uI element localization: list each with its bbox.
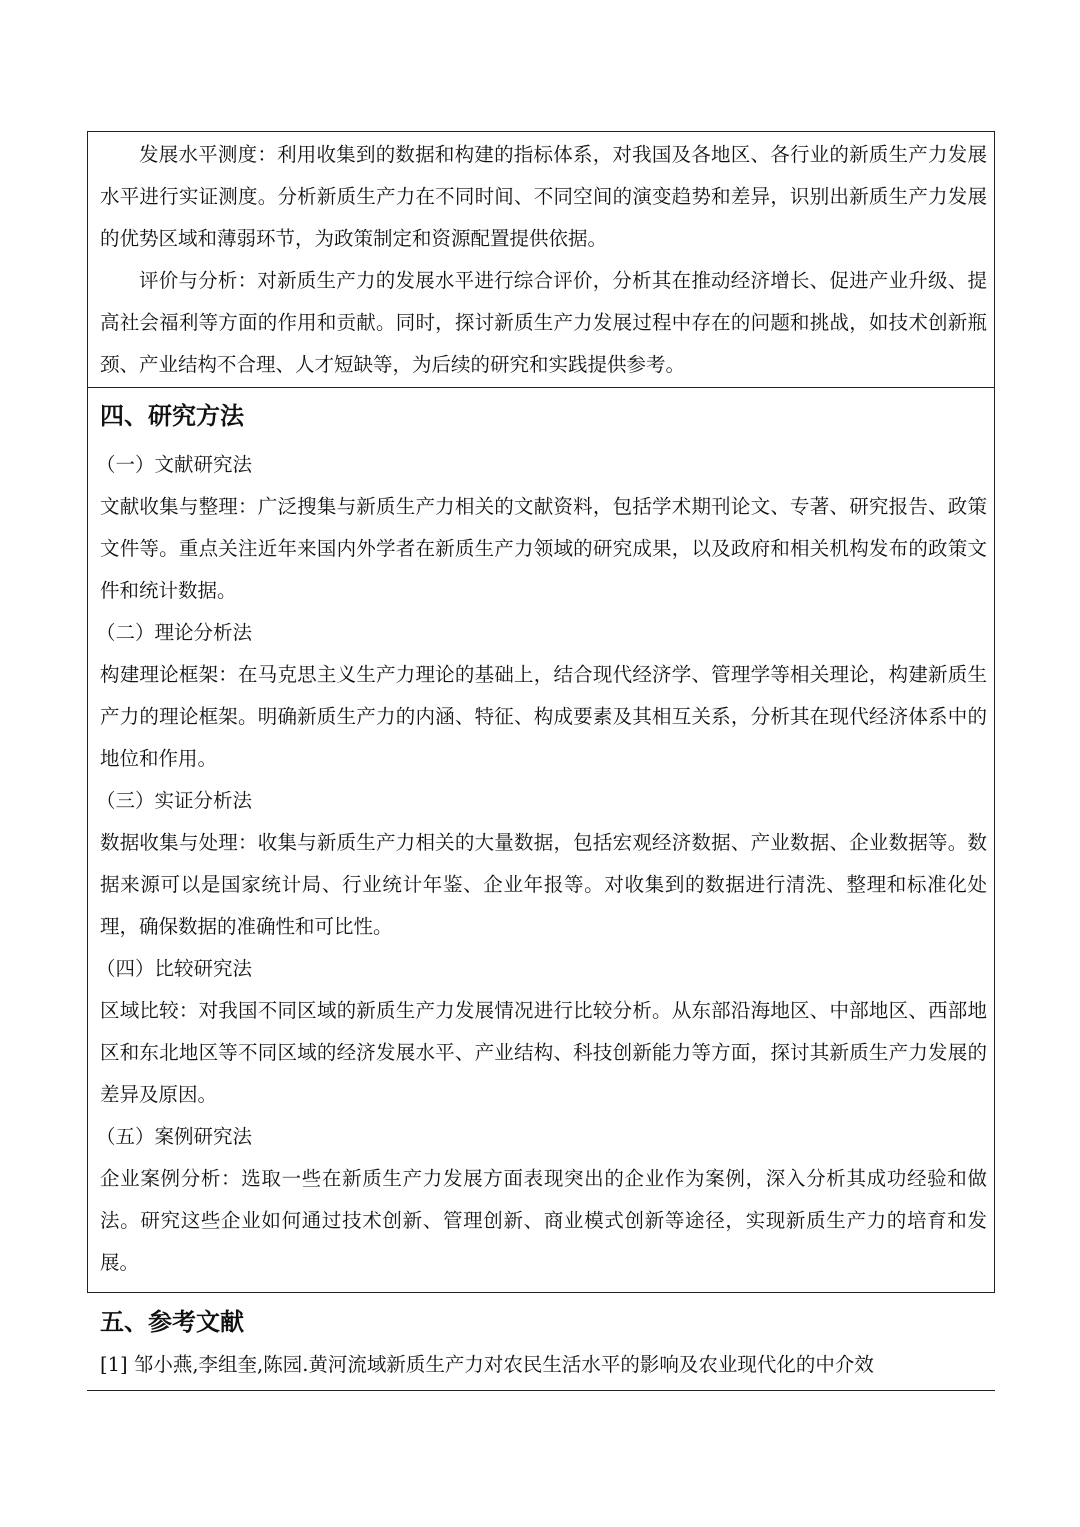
- paragraph-theory-method: 构建理论框架：在马克思主义生产力理论的基础上，结合现代经济学、管理学等相关理论，构建新质生产力的理论框架。明确新质生产力的内涵、特征、构成要素及其相互关系，分析其在现代经济体系中的地位和作用。: [100, 663, 987, 770]
- paragraph-literature-method: 文献收集与整理：广泛搜集与新质生产力相关的文献资料，包括学术期刊论文、专著、研究报告、政策文件等。重点关注近年来国内外学者在新质生产力领域的研究成果，以及政府和相关机构发布的政策文件和统计数据。: [100, 495, 987, 602]
- content-box-top-text: [100, 134, 987, 386]
- methods-list: [96, 444, 987, 1284]
- subheading-empirical-method: （三）实证分析法: [96, 789, 253, 812]
- subheading-theory-method: （二）理论分析法: [96, 621, 253, 644]
- paragraph-development-measurement: 发展水平测度：利用收集到的数据和构建的指标体系，对我国及各地区、各行业的新质生产力发展水平进行实证测度。分析新质生产力在不同时间、不同空间的演变趋势和差异，识别出新质生产力发展的优势区域和薄弱环节，为政策制定和资源配置提供依据。: [100, 143, 987, 250]
- reference-item: [1] 邹小燕,李组奎,陈园.黄河流域新质生产力对农民生活水平的影响及农业现代化的中介效: [100, 1353, 874, 1376]
- subheading-comparative-method: （四）比较研究法: [96, 957, 253, 980]
- references-list: [100, 1344, 987, 1386]
- subheading-literature-method: （一）文献研究法: [96, 453, 253, 476]
- paragraph-evaluation-analysis: 评价与分析：对新质生产力的发展水平进行综合评价，分析其在推动经济增长、促进产业升级、提高社会福利等方面的作用和贡献。同时，探讨新质生产力发展过程中存在的问题和挑战，如技术创新瓶颈、产业结构不合理、人才短缺等，为后续的研究和实践提供参考。: [100, 269, 987, 376]
- section-title-references: 五、参考文献: [100, 1308, 244, 1336]
- page-bottom-rule: [87, 1390, 995, 1391]
- paragraph-empirical-method: 数据收集与处理：收集与新质生产力相关的大量数据，包括宏观经济数据、产业数据、企业数据等。数据来源可以是国家统计局、行业统计年鉴、企业年报等。对收集到的数据进行清洗、整理和标准化处理，确保数据的准确性和可比性。: [100, 831, 987, 938]
- paragraph-comparative-method: 区域比较：对我国不同区域的新质生产力发展情况进行比较分析。从东部沿海地区、中部地区、西部地区和东北地区等不同区域的经济发展水平、产业结构、科技创新能力等方面，探讨其新质生产力发展的差异及原因。: [100, 999, 987, 1106]
- subheading-case-method: （五）案例研究法: [96, 1125, 253, 1148]
- paragraph-case-method: 企业案例分析：选取一些在新质生产力发展方面表现突出的企业作为案例，深入分析其成功经验和做法。研究这些企业如何通过技术创新、管理创新、商业模式创新等途径，实现新质生产力的培育和发展。: [100, 1167, 987, 1274]
- section-title-research-methods: 四、研究方法: [100, 402, 244, 430]
